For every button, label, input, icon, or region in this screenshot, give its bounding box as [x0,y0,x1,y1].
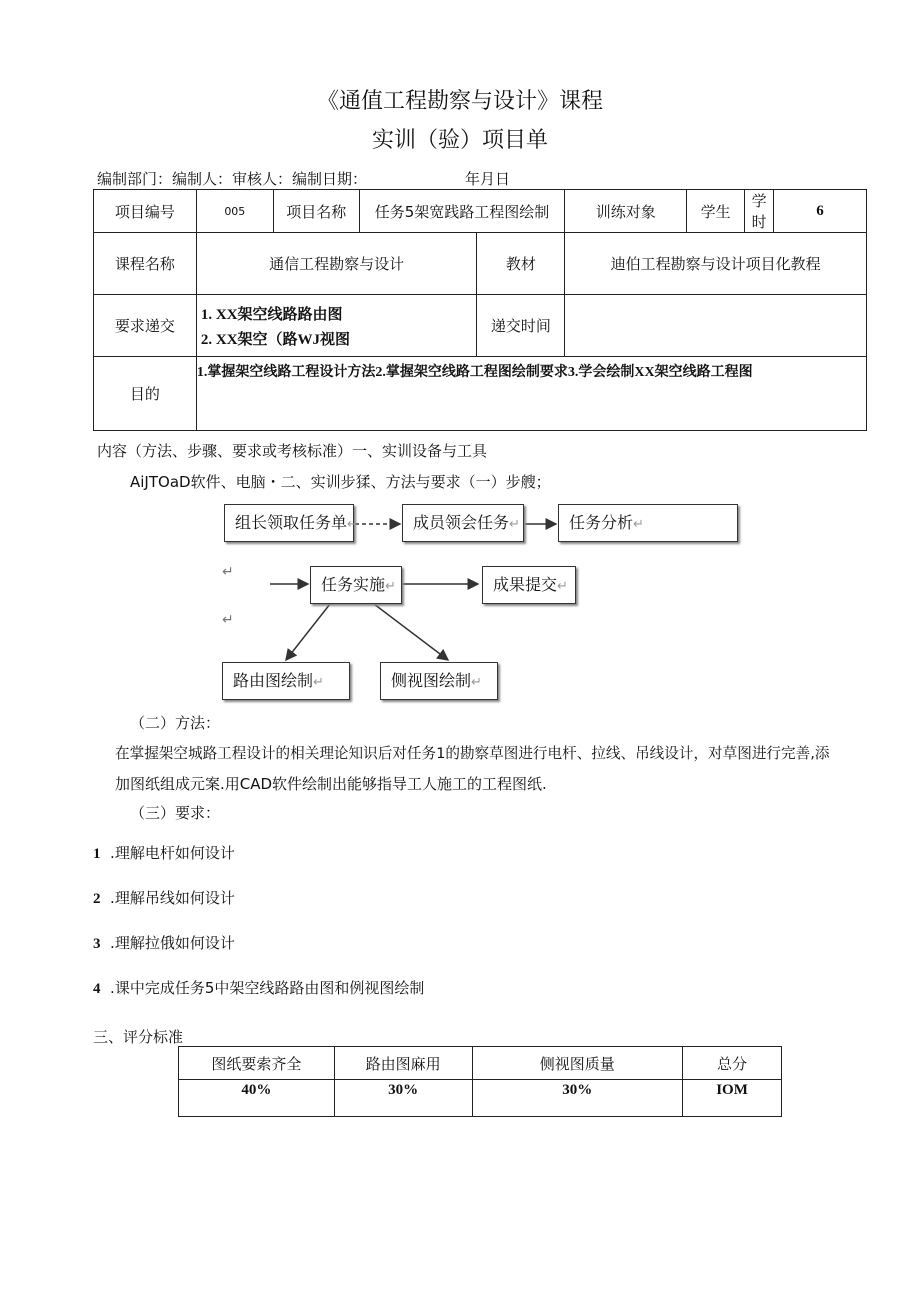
project-info-table [93,189,867,431]
submit-items [196,295,477,357]
method-text-line2: 加图纸组成元案.用CAD软件绘制出能够指导工人施工的工程图纸. [115,775,547,793]
flow-step-5-mark: ↵ [557,579,568,594]
flow-step-1-label: 组长领取任务单 [235,513,348,532]
target-label: 训练对象 [565,190,687,233]
document-title: 《通值工程勘察与设计》课程 [316,89,603,114]
score-table [178,1046,782,1117]
tools-line: AiJTOaD软件、电脑・二、实训步猱、方法与要求（一）步艘； [130,473,551,491]
submit-time-value [565,295,867,357]
flow-step-7 [380,662,498,700]
return-mark-1: ↵ [222,564,234,580]
arrow-4-7 [374,604,448,660]
submit-item-1: 1. XX架空线路路由图 [200,306,343,323]
requirement-num: 2 [93,891,101,907]
arrow-4-6 [286,604,330,660]
project-name-label: 项目名称 [273,190,359,233]
course-label: 课程名称 [94,233,197,295]
flow-step-4 [310,566,402,604]
score-header-cell: 图纸要索齐全 [179,1047,335,1080]
flow-step-1-mark: ↵ [347,517,358,532]
document-subtitle: 实训（验）项目单 [371,128,548,153]
requirements-heading: （三）要求： [130,804,221,822]
score-value-cell: 30% [472,1080,683,1117]
course-value: 通信工程勘察与设计 [196,233,477,295]
submit-label: 要求递交 [94,295,197,357]
requirement-text: .理解电杆如何设计 [110,844,235,862]
score-value-cell: 30% [334,1080,472,1117]
score-header-cell: 总分 [683,1047,782,1080]
requirement-item [93,887,235,908]
flow-step-6 [222,662,350,700]
meta-fields: 编制部门：编制人：审核人：编制日期： [97,170,368,188]
hours-label: 学时 [745,190,774,233]
score-header-cell: 路由图麻用 [334,1047,472,1080]
flow-step-5 [482,566,576,604]
goal-label: 目的 [94,357,197,431]
requirement-num: 1 [93,846,101,862]
meta-date: 年月日 [465,170,511,188]
flow-step-3-mark: ↵ [633,517,644,532]
score-value-cell: IOM [683,1080,782,1117]
submit-time-label: 递交时间 [477,295,565,357]
requirement-item [93,977,424,998]
target-value: 学生 [687,190,745,233]
textbook-label: 教材 [477,233,565,295]
score-value-cell: 40% [179,1080,335,1117]
return-mark-2: ↵ [222,612,234,628]
requirement-num: 3 [93,936,101,952]
flow-step-3 [558,504,738,542]
flow-step-2-label: 成员领会任务 [413,513,510,532]
flow-step-2-mark: ↵ [509,517,520,532]
requirement-item [93,842,235,863]
flow-step-6-mark: ↵ [313,675,324,690]
meta-line [97,168,511,189]
textbook-value: 迪伯工程勘察与设计项目化教程 [565,233,867,295]
requirement-num: 4 [93,981,101,997]
requirement-text: .理解拉俄如何设计 [110,934,235,952]
flow-step-4-label: 任务实施 [321,575,386,594]
score-heading: 三、评分标准 [93,1028,184,1046]
flow-step-5-label: 成果提交 [493,575,558,594]
project-name-value: 任务5架宽践路工程图绘制 [359,190,565,233]
method-heading: （二）方法： [130,714,221,732]
method-text-line1: 在掌握架空城路工程设计的相关理论知识后对任务1的勘察草图进行电杆、拉线、吊线设计，对草图进行完善,添 [115,745,830,762]
project-no-value: 005 [196,190,273,233]
requirement-text: .理解吊线如何设计 [110,889,235,907]
goal-text: 1.掌握架空线路工程设计方法2.掌握架空线路工程图绘制要求3.学会绘制XX架空线路工程图 [196,365,753,380]
requirement-item [93,932,235,953]
submit-item-2: 2. XX架空（路WJ视图 [200,331,351,348]
flow-step-3-label: 任务分析 [569,513,634,532]
flow-step-1 [224,504,358,542]
flow-step-6-label: 路由图绘制 [233,671,314,690]
content-intro: 内容（方法、步骤、要求或考核标准）一、实训设备与工具 [97,442,488,460]
requirement-text: .课中完成任务5中架空线路路由图和例视图绘制 [110,979,425,997]
score-header-cell: 侧视图质量 [472,1047,683,1080]
hours-value: 6 [774,190,867,233]
flow-step-7-label: 侧视图绘制 [391,671,472,690]
flow-step-7-mark: ↵ [471,675,482,690]
goal-value [196,357,866,431]
flow-step-2 [402,504,524,542]
project-no-label: 项目编号 [94,190,197,233]
flow-step-4-mark: ↵ [385,579,396,594]
